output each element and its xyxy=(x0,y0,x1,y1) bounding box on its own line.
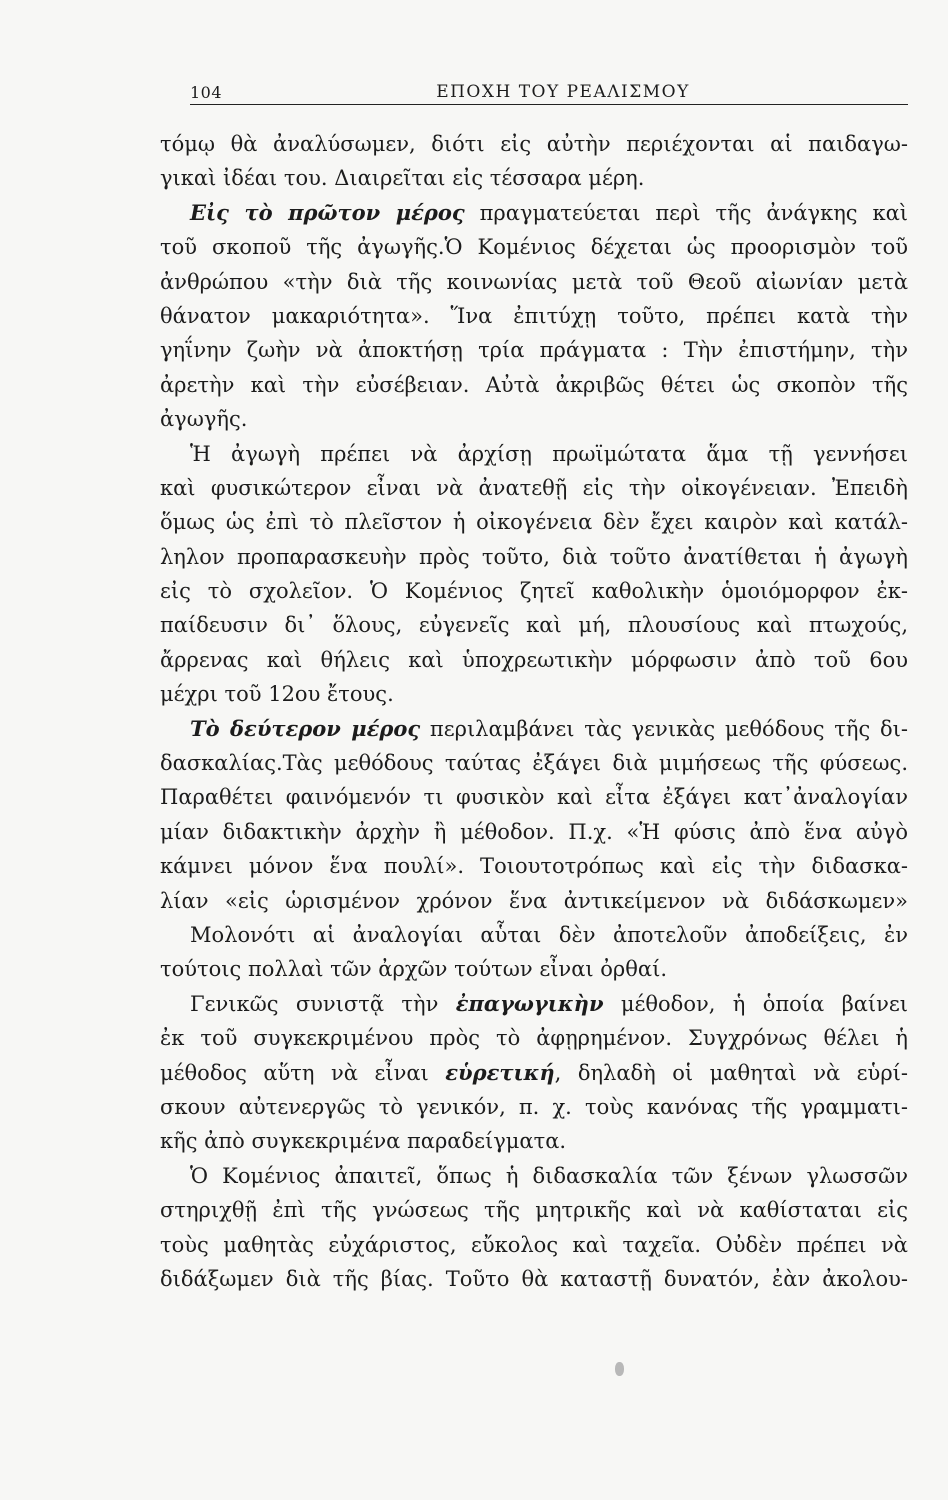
line-text: πραγματεύεται περὶ τῆς ἀνάγκης καὶ xyxy=(464,200,908,225)
line-text: Παραθέτει φαινόμενόν τι φυσικὸν καὶ εἶτα ἐξάγει κατ᾽ἀναλογίαν xyxy=(160,785,908,810)
text-line xyxy=(160,712,908,746)
ink-spot xyxy=(615,1362,624,1376)
text-line xyxy=(160,230,908,264)
line-text: μίαν διδακτικὴν ἀρχὴν ἢ μέθοδον. Π.χ. «Ἡ φύσις ἀπὸ ἕνα αὐγὸ xyxy=(160,819,908,844)
line-text: ἀγωγῆς. xyxy=(160,407,248,432)
text-line xyxy=(160,643,908,677)
line-text: μέθοδος αὕτη νὰ εἶναι xyxy=(160,1060,446,1085)
text-line xyxy=(160,368,908,402)
text-line xyxy=(160,1056,908,1090)
line-text: καὶ φυσικώτερον εἶναι νὰ ἀνατεθῇ εἰς τὴν οἰκογένειαν. Ἐπειδὴ xyxy=(160,475,908,500)
text-line xyxy=(160,608,908,642)
line-text: μέχρι τοῦ 12ου ἔτους. xyxy=(160,682,394,707)
text-line xyxy=(160,196,908,230)
line-text: ληλον προπαρασκευὴν πρὸς τοῦτο, διὰ τοῦτο ἀνατίθεται ἡ ἀγωγὴ xyxy=(160,544,908,569)
text-line xyxy=(160,780,908,814)
text-line xyxy=(160,265,908,299)
line-text: γηΐνην ζωὴν νὰ ἀποκτήσῃ τρία πράγματα : Τὴν ἐπιστήμην, τὴν xyxy=(160,338,908,363)
text-line xyxy=(160,127,908,161)
page-header xyxy=(190,80,908,105)
text-line xyxy=(160,1228,908,1262)
text-line xyxy=(160,471,908,505)
line-text: Μολονότι αἱ ἀναλογίαι αὗται δὲν ἀποτελοῦν ἀποδείξεις, ἐν xyxy=(190,922,908,947)
text-line xyxy=(160,540,908,574)
body-text xyxy=(160,127,908,1296)
text-line xyxy=(160,849,908,883)
text-line xyxy=(160,1193,908,1227)
line-text: τοὺς μαθητὰς εὐχάριστος, εὔκολος καὶ ταχεῖα. Οὐδὲν πρέπει νὰ xyxy=(160,1232,908,1257)
line-text: εἰς τὸ σχολεῖον. Ὁ Κομένιος ζητεῖ καθολικὴν ὁμοιόμορφον ἐκ- xyxy=(160,579,908,604)
text-line xyxy=(160,437,908,471)
line-text: γικαὶ ἰδέαι του. Διαιρεῖται εἰς τέσσαρα μέρη. xyxy=(160,166,645,191)
line-text: τοῦ σκοποῦ τῆς ἀγωγῆς.Ὁ Κομένιος δέχεται ὡς προορισμὸν τοῦ xyxy=(160,235,908,260)
line-text: κάμνει μόνον ἕνα πουλί». Τοιουτοτρόπως καὶ εἰς τὴν διδασκα- xyxy=(160,854,908,879)
line-text: Ἡ ἀγωγὴ πρέπει νὰ ἀρχίσῃ πρωϊμώτατα ἅμα τῇ γεννήσει xyxy=(190,441,908,466)
text-line xyxy=(160,1021,908,1055)
line-text: διδάξωμεν διὰ τῆς βίας. Τοῦτο θὰ καταστῇ δυνατόν, ἐὰν ἀκολου- xyxy=(160,1266,908,1291)
text-line xyxy=(160,574,908,608)
text-line xyxy=(160,952,908,986)
running-title: ΕΠΟΧΗ ΤΟΥ ΡΕΑΛΙΣΜΟΥ xyxy=(436,82,690,102)
text-line xyxy=(160,918,908,952)
text-line xyxy=(160,299,908,333)
line-text: μέθοδον, ἡ ὁποία βαίνει xyxy=(603,991,908,1016)
page-number: 104 xyxy=(190,83,223,102)
line-text: κῆς ἀπὸ συγκεκριμένα παραδείγματα. xyxy=(160,1129,567,1154)
text-line xyxy=(160,1090,908,1124)
line-text: σκουν αὐτενεργῶς τὸ γενικόν, π. χ. τοὺς κανόνας τῆς γραμματι- xyxy=(160,1094,908,1119)
emphasized-phrase: Τὸ δεύτερον μέρος xyxy=(190,715,421,741)
text-line xyxy=(160,333,908,367)
line-text: λίαν «εἰς ὡρισμένον χρόνον ἕνα ἀντικείμενον νὰ διδάσκωμεν» xyxy=(160,888,908,913)
text-line xyxy=(160,402,908,436)
text-line xyxy=(160,746,908,780)
line-text: θάνατον μακαριότητα». Ἵνα ἐπιτύχῃ τοῦτο, πρέπει κατὰ τὴν xyxy=(160,303,908,328)
text-line xyxy=(160,677,908,711)
text-line xyxy=(160,1124,908,1158)
emphasized-term: εὑρετική xyxy=(445,1059,555,1085)
line-text: δασκαλίας.Τὰς μεθόδους ταύτας ἐξάγει διὰ μιμήσεως τῆς φύσεως. xyxy=(160,751,908,776)
line-text: , δηλαδὴ οἱ μαθηταὶ νὰ εὑρί- xyxy=(554,1060,908,1085)
emphasized-term: ἐπαγωγικὴν xyxy=(455,990,604,1016)
text-line xyxy=(160,815,908,849)
text-line xyxy=(160,884,908,918)
line-text: ἐκ τοῦ συγκεκριμένου πρὸς τὸ ἀφῃρημένον. Συγχρόνως θέλει ἡ xyxy=(160,1026,908,1051)
text-line xyxy=(160,1159,908,1193)
text-line xyxy=(160,505,908,539)
line-text: παίδευσιν δι᾽ ὅλους, εὐγενεῖς καὶ μή, πλουσίους καὶ πτωχούς, xyxy=(160,613,908,638)
line-text: ἄρρενας καὶ θήλεις καὶ ὑποχρεωτικὴν μόρφωσιν ἀπὸ τοῦ 6ου xyxy=(160,647,908,672)
line-text: ὅμως ὡς ἐπὶ τὸ πλεῖστον ἡ οἰκογένεια δὲν ἔχει καιρὸν καὶ κατάλ- xyxy=(160,510,908,535)
line-text: Ὁ Κομένιος ἀπαιτεῖ, ὅπως ἡ διδασκαλία τῶν ξένων γλωσσῶν xyxy=(190,1163,908,1188)
line-text: στηριχθῇ ἐπὶ τῆς γνώσεως τῆς μητρικῆς καὶ νὰ καθίσταται εἰς xyxy=(160,1198,908,1223)
line-text: ἀρετὴν καὶ τὴν εὐσέβειαν. Αὐτὰ ἀκριβῶς θέτει ὡς σκοπὸν τῆς xyxy=(160,372,908,397)
text-line xyxy=(160,161,908,195)
text-line xyxy=(160,1262,908,1296)
line-text: περιλαμβάνει τὰς γενικὰς μεθόδους τῆς δι- xyxy=(420,716,908,741)
emphasized-phrase: Εἰς τὸ πρῶτον μέρος xyxy=(190,199,465,225)
line-text: τούτοις πολλαὶ τῶν ἀρχῶν τούτων εἶναι ὀρθαί. xyxy=(160,957,668,982)
line-text: τόμῳ θὰ ἀναλύσωμεν, διότι εἰς αὐτὴν περιέχονται αἱ παιδαγω- xyxy=(160,132,908,156)
text-line xyxy=(160,987,908,1021)
line-text: Γενικῶς συνιστᾷ τὴν xyxy=(190,991,456,1016)
line-text: ἀνθρώπου «τὴν διὰ τῆς κοινωνίας μετὰ τοῦ Θεοῦ αἰωνίαν μετὰ xyxy=(160,269,908,294)
